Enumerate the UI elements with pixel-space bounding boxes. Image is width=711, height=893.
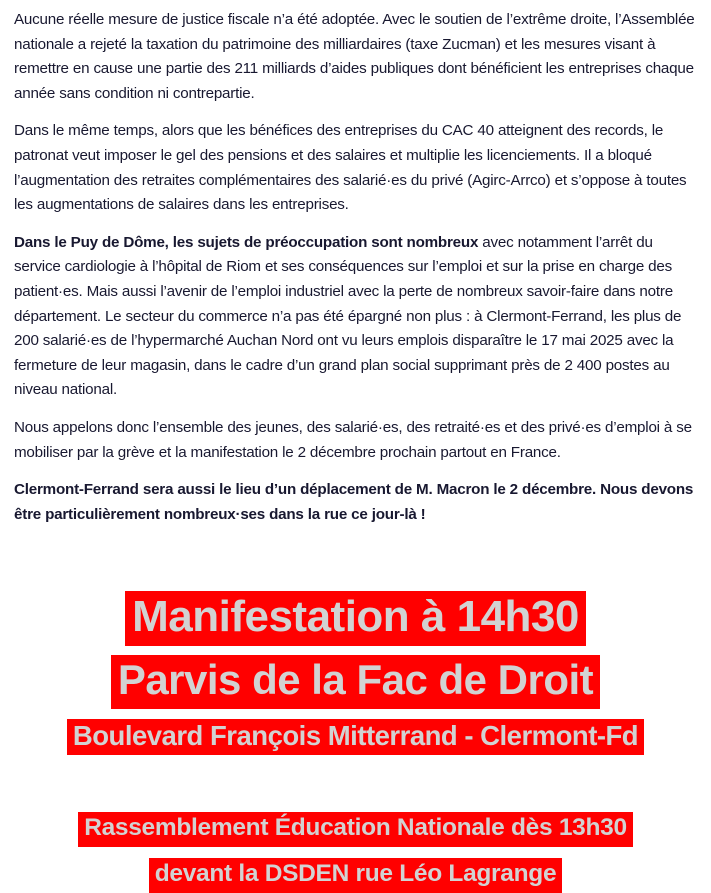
paragraph-3 <box>14 231 697 403</box>
paragraph-4-text: Nous appelons donc l’ensemble des jeunes, des salarié·es, des retraité·es et des privé·es d’emploi à se mobiliser par la grève et la manifestation le 2 décembre prochain partout en France. <box>14 418 692 461</box>
paragraph-2 <box>14 119 697 217</box>
headline-line-3-text: Boulevard François Mitterrand - Clermont-Fd <box>67 719 644 756</box>
paragraph-1 <box>14 8 697 106</box>
headline-line-1-text: Manifestation à 14h30 <box>125 591 586 646</box>
paragraph-4 <box>14 416 697 465</box>
paragraph-5 <box>14 478 697 527</box>
paragraph-5-text: Clermont-Ferrand sera aussi le lieu d’un déplacement de M. Macron le 2 décembre. Nous devons être particulièrement nombreux·ses dans la rue ce jour-là ! <box>14 481 694 523</box>
secondary-line-2-text: devant la DSDEN rue Léo Lagrange <box>149 858 563 893</box>
headline-line-1 <box>14 591 697 646</box>
paragraph-2-text: Dans le même temps, alors que les bénéfices des entreprises du CAC 40 atteignent des records, le patronat veut imposer le gel des pensions et des salaires et multiplie les licenciements. Il a bloqué l’augmentation des retraites complémentaires des salarié·es du privé (Agirc-Arrco) et s’oppose à toutes les augmentations de salaires dans les entreprises. <box>14 122 687 214</box>
paragraph-3-bold-lead: Dans le Puy de Dôme, les sujets de préoccupation sont nombreux <box>14 233 479 251</box>
paragraph-1-text: Aucune réelle mesure de justice fiscale n’a été adoptée. Avec le soutien de l’extrême droite, l’Assemblée nationale a rejeté la taxation du patrimoine des milliardaires (taxe Zucman) et les mesures visant à remettre en cause une partie des 211 milliards d’aides publiques dont bénéficient les entreprises chaque année sans condition ni contrepartie. <box>14 11 695 102</box>
secondary-line-1-text: Rassemblement Éducation Nationale dès 13h30 <box>78 812 633 847</box>
secondary-line-2 <box>14 858 697 893</box>
headline-line-2-text: Parvis de la Fac de Droit <box>111 655 600 708</box>
paragraph-3-text: avec notamment l’arrêt du service cardiologie à l’hôpital de Riom et ses conséquences sur l’emploi et sur la prise en charge des patient·es. Mais aussi l’avenir de l’emploi industriel avec la perte de nombreux savoir-faire dans notre département. Le secteur du commerce n’a pas été épargné non plus : à Clermont-Ferrand, les plus de 200 salarié·es de l’hypermarché Auchan Nord ont vu leurs emplois disparaître le 17 mai 2025 avec la fermeture de leur magasin, dans le cadre d’un grand plan social supprimant près de 2 400 postes au niveau national. <box>14 233 682 399</box>
headline-line-2 <box>14 655 697 708</box>
headline-line-3 <box>14 719 697 756</box>
body-copy <box>14 8 697 527</box>
secondary-line-1 <box>14 812 697 847</box>
headline-block <box>14 591 697 755</box>
secondary-block <box>14 812 697 893</box>
